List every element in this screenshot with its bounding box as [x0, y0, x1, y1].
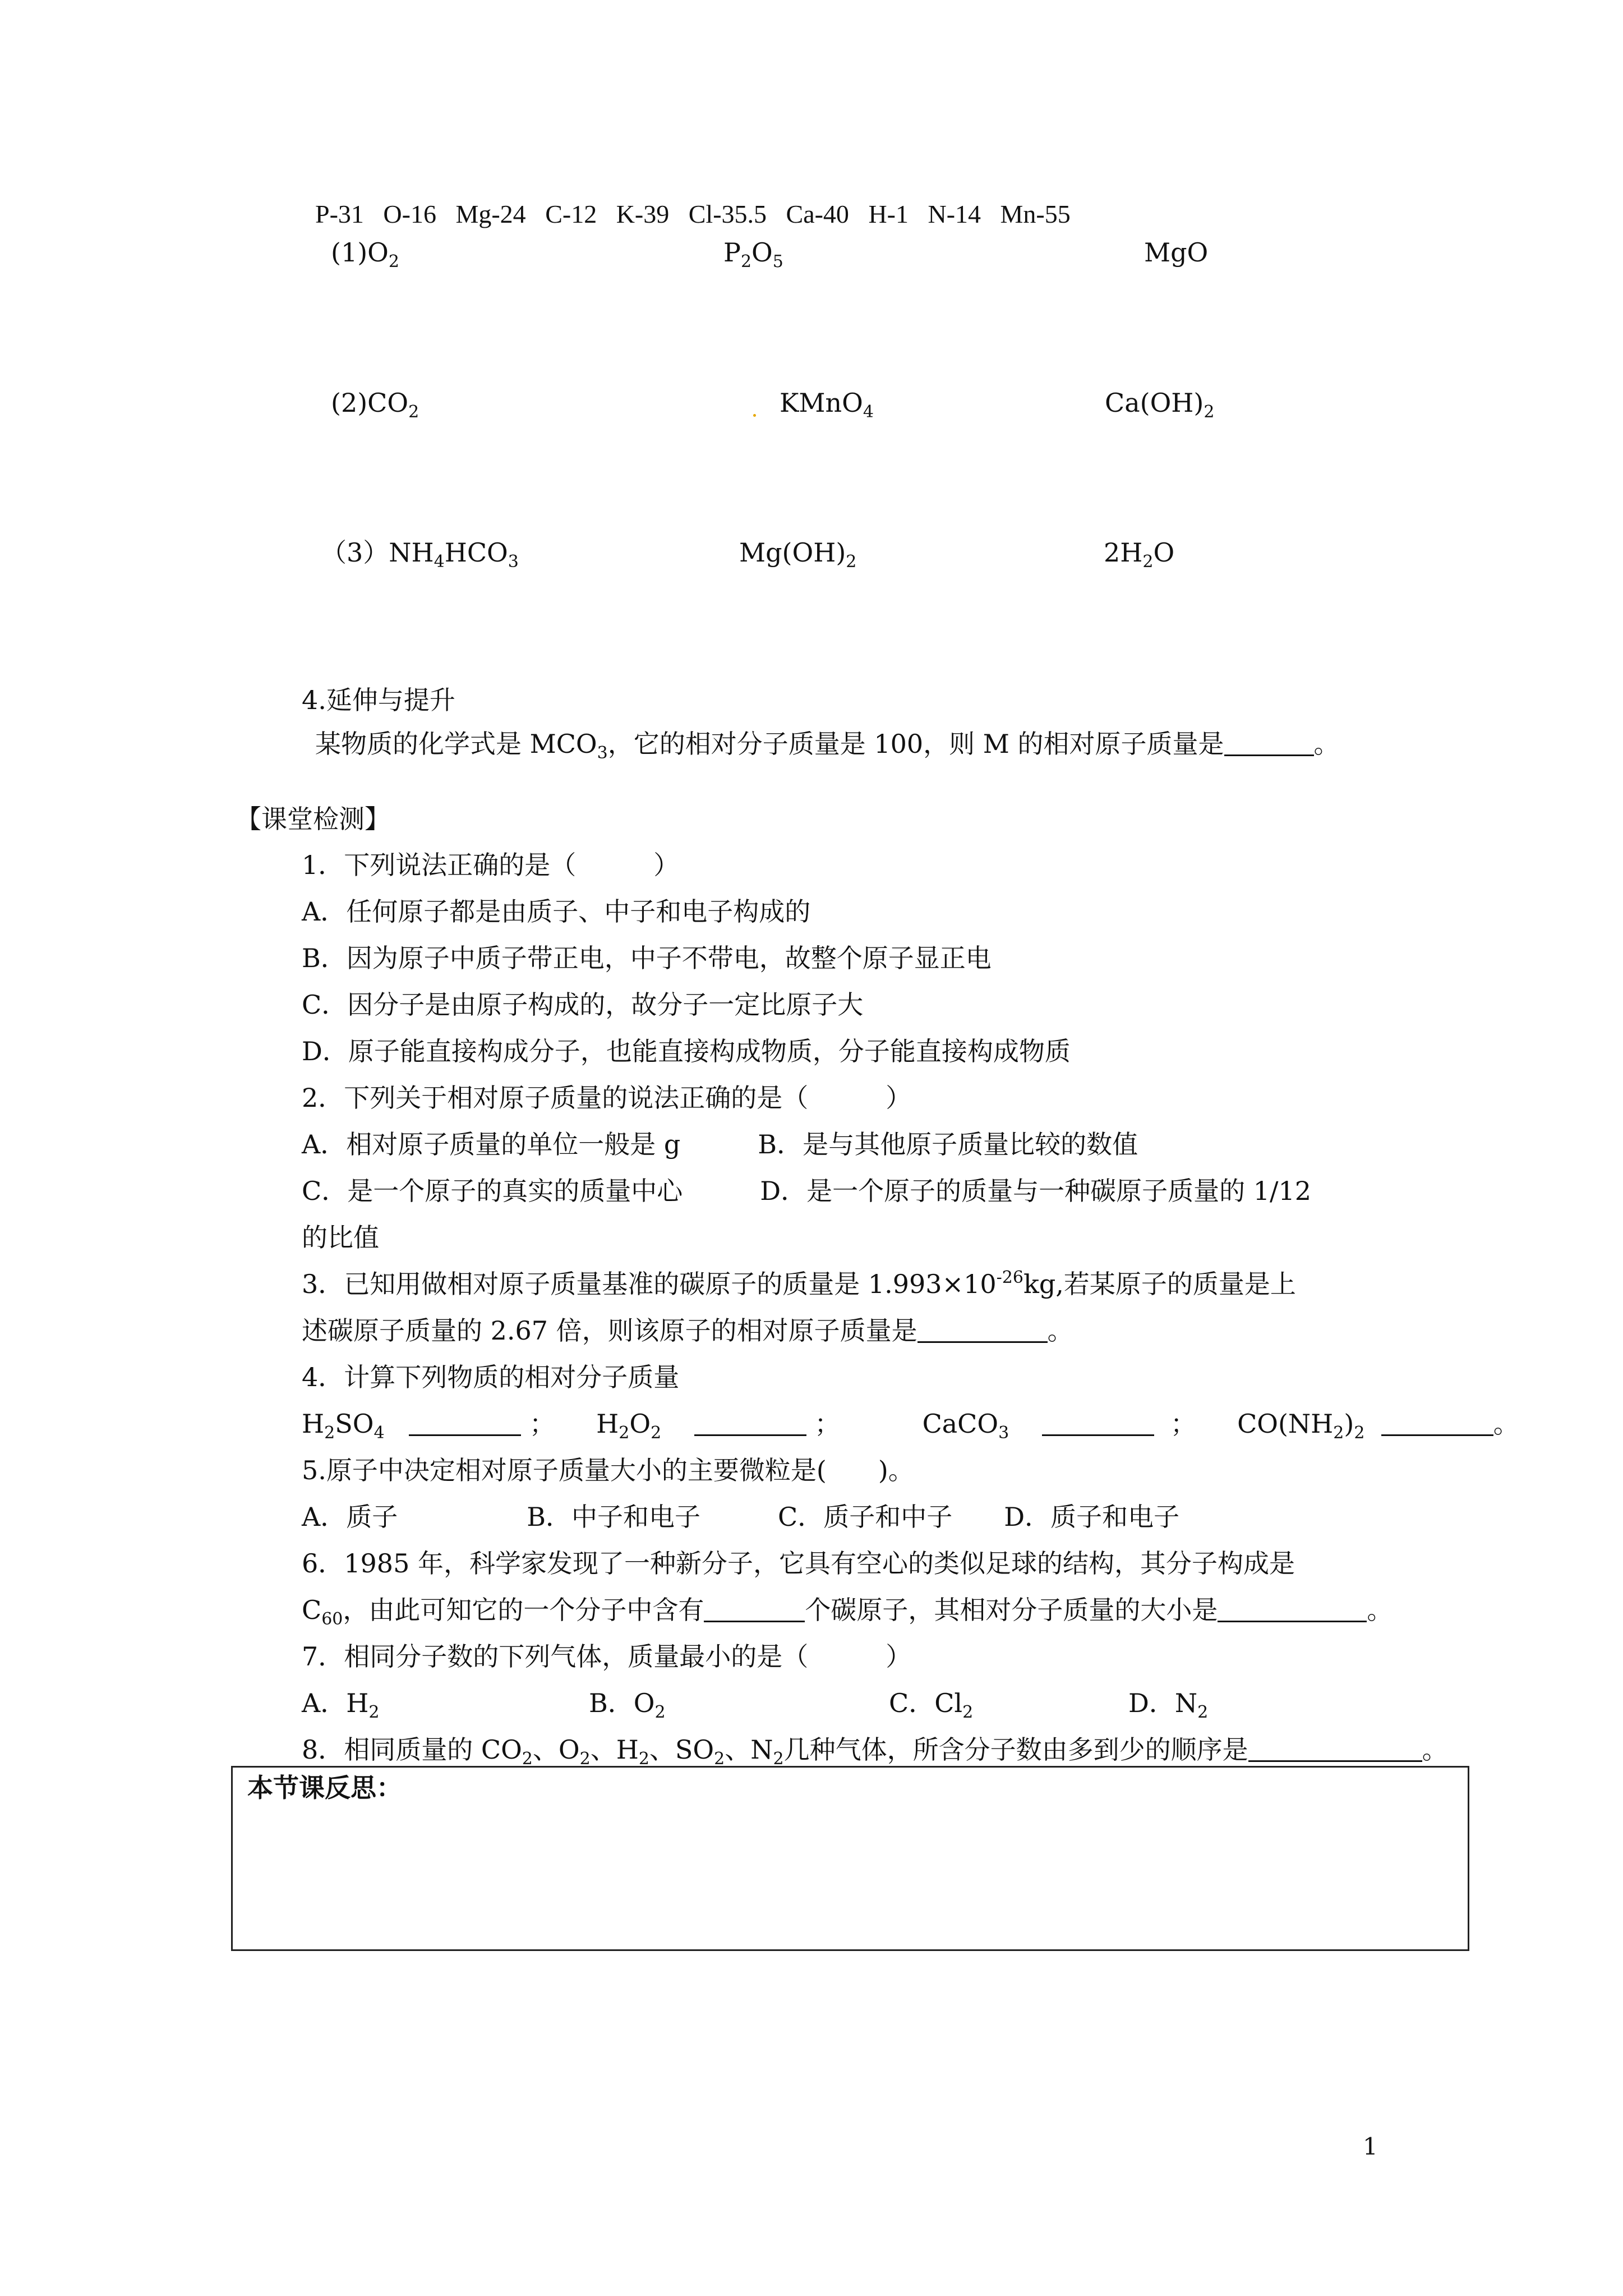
mass-k: K-39 — [616, 200, 670, 228]
formula-row1-a: $(1)O_2$ — [331, 237, 399, 272]
mass-mg: Mg-24 — [455, 200, 526, 228]
q4-formulas: $H_2SO_4$ ； $H_2O_2$ ； CaCO$_3$ ； $CO(NH_2)_2$ 。 — [302, 1409, 1519, 1443]
q1-stem: 1．下列说法正确的是（ ） — [302, 850, 680, 880]
answer-blank[interactable] — [1381, 1410, 1493, 1436]
q2-continuation: 的比值 — [302, 1222, 379, 1253]
answer-blank[interactable] — [704, 1596, 805, 1622]
q5-stem: 5.原子中决定相对原子质量大小的主要微粒是( )。 — [302, 1455, 914, 1485]
q7-option-a: A．$H_2$ — [302, 1688, 380, 1722]
q7-stem: 7．相同分子数的下列气体，质量最小的是（ ） — [302, 1641, 912, 1672]
mass-p: P-31 — [315, 200, 364, 228]
page-number: 1 — [1363, 2133, 1378, 2160]
q2-options-cd: C．是一个原子的真实的质量中心 D．是一个原子的质量与一种碳原子质量的 1/12 — [302, 1176, 1311, 1206]
q6-line1: 6．1985 年，科学家发现了一种新分子，它具有空心的类似足球的结构，其分子构成是 — [302, 1548, 1295, 1579]
formula-row3-c: $2H_2O$ — [1104, 537, 1175, 572]
mass-cl: Cl-35.5 — [688, 200, 767, 228]
q7-option-d: D．$N_2$ — [1128, 1688, 1209, 1722]
reflection-box[interactable] — [231, 1766, 1469, 1951]
answer-blank[interactable] — [1248, 1736, 1422, 1762]
answer-blank[interactable] — [694, 1410, 806, 1436]
mass-c: C-12 — [545, 200, 597, 228]
formula-row2-b: KMnO$_4$ — [780, 388, 874, 422]
answer-blank[interactable] — [1224, 730, 1314, 756]
q1-option-b: B．因为原子中质子带正电，中子不带电，故整个原子显正电 — [302, 943, 992, 973]
q4-stem: 4．计算下列物质的相对分子质量 — [302, 1362, 680, 1392]
q2-options-ab: A．相对原子质量的单位一般是 g B．是与其他原子质量比较的数值 — [302, 1129, 1138, 1159]
mass-h: H-1 — [868, 200, 909, 228]
q7-option-c: C．$Cl_2$ — [889, 1688, 974, 1722]
mass-o: O-16 — [383, 200, 436, 228]
answer-blank[interactable] — [1218, 1596, 1367, 1622]
q6-line2: $C_{60}$，由此可知它的一个分子中含有 个碳原子，其相对分子质量的大小是 。 — [302, 1595, 1393, 1629]
answer-blank[interactable] — [1042, 1410, 1154, 1436]
atomic-masses-line — [315, 197, 1071, 231]
extension-heading: 4.延伸与提升 — [302, 685, 455, 715]
mass-mn: Mn-55 — [1000, 200, 1071, 228]
q3-line2: 述碳原子质量的 2.67 倍，则该原子的相对原子质量是 。 — [302, 1315, 1073, 1346]
q7-option-b: B．$O_2$ — [589, 1688, 666, 1722]
formula-row1-c: MgO — [1144, 237, 1209, 268]
q2-stem: 2．下列关于相对原子质量的说法正确的是（ ） — [302, 1083, 912, 1113]
formula-row2-a: $(2)CO_2$ — [331, 388, 419, 422]
mass-n: N-14 — [928, 200, 981, 228]
q5-options: A．质子 B．中子和电子 C．质子和中子 D．质子和电子 — [302, 1502, 1180, 1532]
extension-question: 某物质的化学式是 $MCO_3$，它的相对分子质量是 100，则 M 的相对原子质量是 。 — [315, 729, 1340, 763]
q1-option-d: D．原子能直接构成分子，也能直接构成物质，分子能直接构成物质 — [302, 1036, 1071, 1066]
formula-row2-c: $Ca(OH)_2$ — [1105, 388, 1215, 422]
formula-row3-a: $(3)NH_4HCO_3$ — [321, 537, 519, 572]
q1-option-c: C．因分子是由原子构成的，故分子一定比原子大 — [302, 990, 864, 1020]
q8-stem: 8．相同质量的 $CO_2$、$O_2$、$H_2$、$SO_2$、$N_2$几种气体，所含分子数由多到少的顺序是 。 — [302, 1734, 1448, 1769]
answer-blank[interactable] — [917, 1317, 1048, 1343]
answer-blank[interactable] — [409, 1410, 521, 1436]
reflection-title: 本节课反思： — [247, 1773, 402, 1803]
formula-row1-b: $P_2O_5$ — [723, 237, 783, 272]
formula-row3-b: $Mg(OH)_2$ — [739, 537, 857, 572]
q1-option-a: A．任何原子都是由质子、中子和电子构成的 — [302, 896, 811, 927]
check-heading: 【课堂检测】 — [236, 804, 390, 834]
q3-line1: 3．已知用做相对原子质量基准的碳原子的质量是 $1.993\times 10^{-26}kg$,若某原子的质量是上 — [302, 1268, 1296, 1299]
stray-dot — [753, 414, 756, 417]
mass-ca: Ca-40 — [786, 200, 849, 228]
